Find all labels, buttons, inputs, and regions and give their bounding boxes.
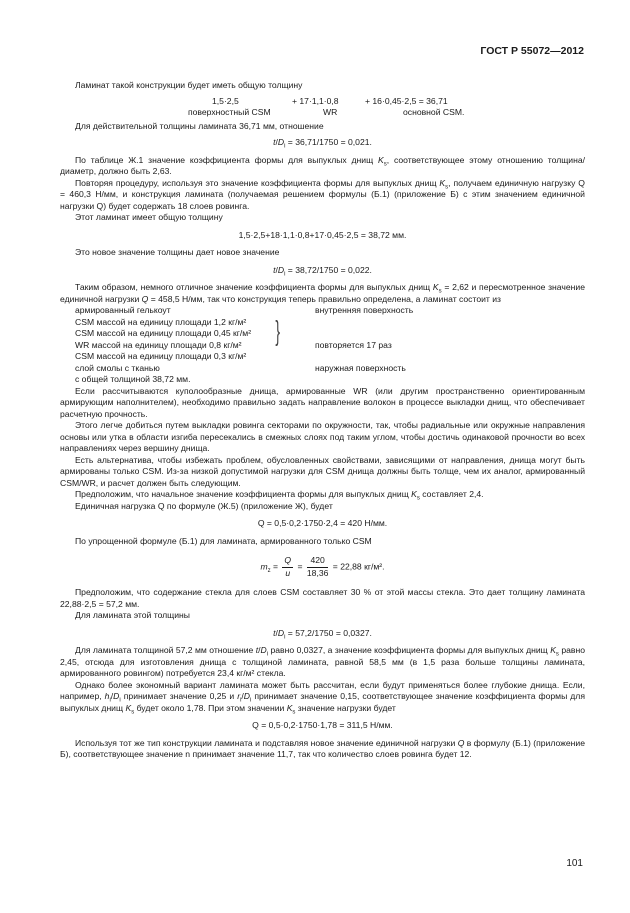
fraction-formula: $m_z$ = $\frac{Q}{u}$ = $\frac{420}{18,36}$ = 22,88 кг/м². [260,555,385,578]
paragraph: Для действительной толщины ламината 36,71 мм, отношение [75,120,324,131]
paragraph: Единичная нагрузка Q по формуле (Ж.5) (приложение Ж), будет [75,500,333,511]
page-body [60,80,585,761]
paragraph: Повторяя процедуру, используя это значение коэффициента формы для выпуклых днищ $K_s$, получаем единичную нагрузку Q = 460,3 Н/мм, и конструкция ламината (получаемая решением формулы (Б.1) (приложение Б) с этим значением единичной нагрузки Q) будет содержать 18 слоев ровинга. [60,177,585,211]
paragraph: Предположим, что содержание стекла для слоев CSM составляет 30 % от этой массы стекла. Это дает толщину ламината 22,88·2,5 = 57,2 мм. [60,587,585,609]
paragraph: Это новое значение толщины дает новое значение [75,247,280,257]
formula: Q = 0,5·0,2·1750·2,4 = 420 Н/мм. [257,518,388,528]
list-item: WR массой на единицу площади 0,8 кг/м² повторяется 17 раз [75,339,392,350]
page-number: 101 [566,858,583,869]
list-item: слой смолы с тканью наружная поверхность [75,362,406,373]
paragraph: Для ламината этой толщины [75,610,190,620]
list-item: CSM массой на единицу площади 0,3 кг/м² [75,351,247,361]
list-item: CSM массой на единицу площади 0,45 кг/м² [75,328,252,338]
paragraph: По таблице Ж.1 значение коэффициента формы для выпуклых днищ $K_s$, соответствующее этому отношению толщина/диаметр, должно быть 2,63. [60,154,585,176]
laminate-layers [75,305,585,386]
paragraph: Для ламината толщиной 57,2 мм отношение $t/D_i$ равно 0,0327, а значение коэффициента формы для выпуклых днищ $K_s$ равно 2,45, отсюда для изготовления днища с толщиной ламината, равной 58,5 мм (в 1,5 раза больше толщины ламината, армированного ровингом) потребуется 23,4 кг/м² стекла. [60,645,585,678]
paragraph: Однако более экономный вариант ламината может быть рассчитан, если будут применяться более глубокие днища. Если, например, $h_i/D_i$ принимает значение 0,25 и $r_i/D_i$ принимает значение 0,15, соответствующее значение коэффициента формы для выпуклых днищ $K_s$ будет около 1,78. При этом значении $K_s$ значение нагрузки будет [60,679,585,716]
list-item: с общей толщиной 38,72 мм. [75,374,191,384]
paragraph: Этого легче добиться путем выкладки ровинга секторами по окружности, так, чтобы радиальные или окружные направления основы или утка в области изгиба пересекались в смежных слоях под таким углом, чтобы достичь одинаковой прочности во всех направлениях через вершину днища. [60,420,585,453]
brace-symbol: } [275,315,281,346]
formula: Q = 0,5·0,2·1750·1,78 = 311,5 Н/мм. [252,720,393,730]
list-item: армированный гелькоут внутренняя поверхность [75,305,414,315]
paragraph: Ламинат такой конструкции будет иметь общую толщину [75,80,303,90]
formula: $t/D_i = 38,72/1750 = 0,022$. [273,264,372,278]
paragraph: Таким образом, немного отличное значение коэффициента формы для выпуклых днищ $K_s = 2,62$ и пересмотренное значение единичной нагрузки Q = 458,5 Н/мм, так что конструкция теперь правильно определена, а ламинат состоит из [60,282,585,304]
paragraph: Этот ламинат имеет общую толщину [75,212,223,222]
paragraph: Предположим, что начальное значение коэффициента формы для выпуклых днищ $K_s$ составляет 2,4. [75,489,484,502]
paragraph: По упрощенной формуле (Б.1) для ламината, армированного только CSM [75,535,372,546]
standard-code: ГОСТ Р 55072—2012 [480,45,584,57]
formula: 1,5·2,5+18·1,1·0,8+17·0,45·2,5 = 38,72 мм. [238,229,407,240]
formula: $t/D_i = 57,2/1750 = 0,0327$. [273,627,372,641]
paragraph: Используя тот же тип конструкции ламината и подставляя новое значение единичной нагрузки Q в формулу (Б.1) (приложение Б), соответствующее значение n принимает значение 11,7, так что количество слоев ровинга будет 12. [60,737,585,759]
paragraph: Если рассчитываются куполообразные днища, армированные WR (или другим пространственно ориентированным армирующим наполнителем), необходимо правильно задать направление волокон в процессе выкладки днищ, что обеспечивает расчетную прочность. [60,385,585,419]
thickness-formula: 1,5·2,5 + 17·1,1·0,8 + 16·0,45·2,5 = 36,71 поверхностный CSM WR основной CSM. [188,95,465,117]
formula: $t/D_i = 36,71/1750 = 0,021$. [273,137,372,150]
paragraph: Есть альтернатива, чтобы избежать проблем, обусловленных свойствами, зависящими от направления, днища могут быть армированы только CSM. Из-за низкой допустимой нагрузки для CSM днища должны быть толще, чем их аналог, армированный CSM/WR, и расчет должен быть следующим. [60,454,585,488]
list-item: CSM массой на единицу площади 1,2 кг/м² [75,316,247,327]
